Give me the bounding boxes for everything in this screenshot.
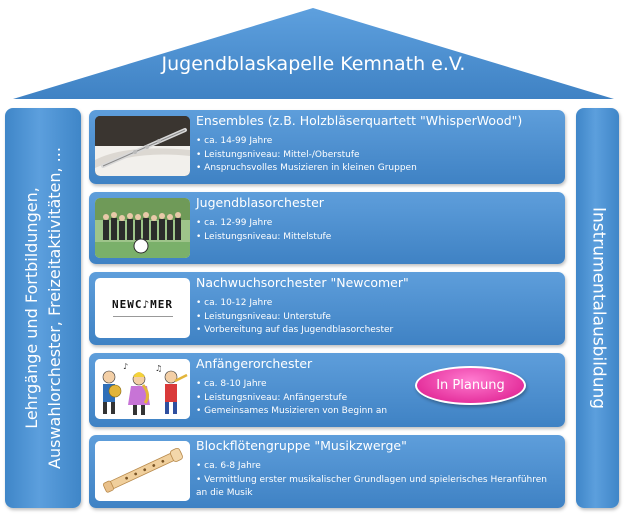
bullet-level: • Leistungsniveau: Unterstufe [196, 311, 393, 325]
bullet-description: • Vermittlung erster musikalischer Grundlagen und spielerisches Heranführen an die Musik [196, 474, 556, 501]
group-bullets [196, 460, 556, 501]
roof-triangle [0, 0, 627, 102]
svg-text:♪: ♪ [123, 362, 129, 371]
bullet-age: • ca. 8-10 Jahre [196, 378, 387, 392]
bullet-age: • ca. 12-99 Jahre [196, 217, 331, 231]
group-box-ensembles [89, 110, 565, 184]
left-pillar [5, 108, 81, 508]
bullet-description: • Vorbereitung auf das Jugendblasorchester [196, 324, 393, 338]
group-box-musikzwerge [89, 435, 565, 508]
right-pillar [576, 108, 619, 508]
right-pillar-text: Instrumentalausbildung [588, 206, 608, 410]
newcomer-logo-text-right: MER [150, 298, 173, 311]
note-icon: ♪ [142, 298, 151, 311]
bullet-level: • Leistungsniveau: Anfängerstufe [196, 392, 387, 406]
bullet-level: • Leistungsniveau: Mittel-/Oberstufe [196, 149, 417, 163]
group-box-jugendblasorchester [89, 192, 565, 264]
orchestra-photo [95, 198, 190, 258]
group-bullets [196, 135, 417, 176]
bullet-age: • ca. 10-12 Jahre [196, 297, 393, 311]
bullet-age: • ca. 6-8 Jahre [196, 460, 556, 474]
left-pillar-line-1: Lehrgänge und Fortbildungen, [22, 187, 41, 429]
group-bullets [196, 297, 393, 338]
in-planung-badge: In Planung [415, 366, 526, 405]
association-title: Jugendblaskapelle Kemnath e.V. [161, 53, 466, 75]
bullet-description: • Anspruchsvolles Musizieren in kleinen Gruppen [196, 162, 417, 176]
newcomer-logo-text-left: NEWC [112, 298, 143, 311]
bullet-age: • ca. 14-99 Jahre [196, 135, 417, 149]
left-pillar-text [20, 147, 66, 469]
left-pillar-line-2: Auswahlorchester, Freizeitaktivitäten, ... [45, 147, 64, 469]
group-bullets [196, 378, 387, 419]
newcomer-logo [95, 278, 190, 338]
recorder-image [95, 441, 190, 501]
group-title: Ensembles (z.B. Holzbläserquartett "WhisperWood") [196, 113, 523, 128]
group-title: Jugendblasorchester [196, 195, 324, 210]
bullet-level: • Leistungsniveau: Mittelstufe [196, 231, 331, 245]
group-bullets [196, 217, 331, 244]
group-box-newcomer [89, 272, 565, 345]
group-title: Blockflötengruppe "Musikzwerge" [196, 438, 407, 453]
flute-photo [95, 116, 190, 176]
bullet-description: • Gemeinsames Musizieren von Beginn an [196, 405, 387, 419]
group-title: Nachwuchsorchester "Newcomer" [196, 275, 409, 290]
svg-text:♫: ♫ [155, 364, 163, 373]
group-title: Anfängerorchester [196, 356, 313, 371]
cartoon-kids-image [95, 359, 190, 419]
